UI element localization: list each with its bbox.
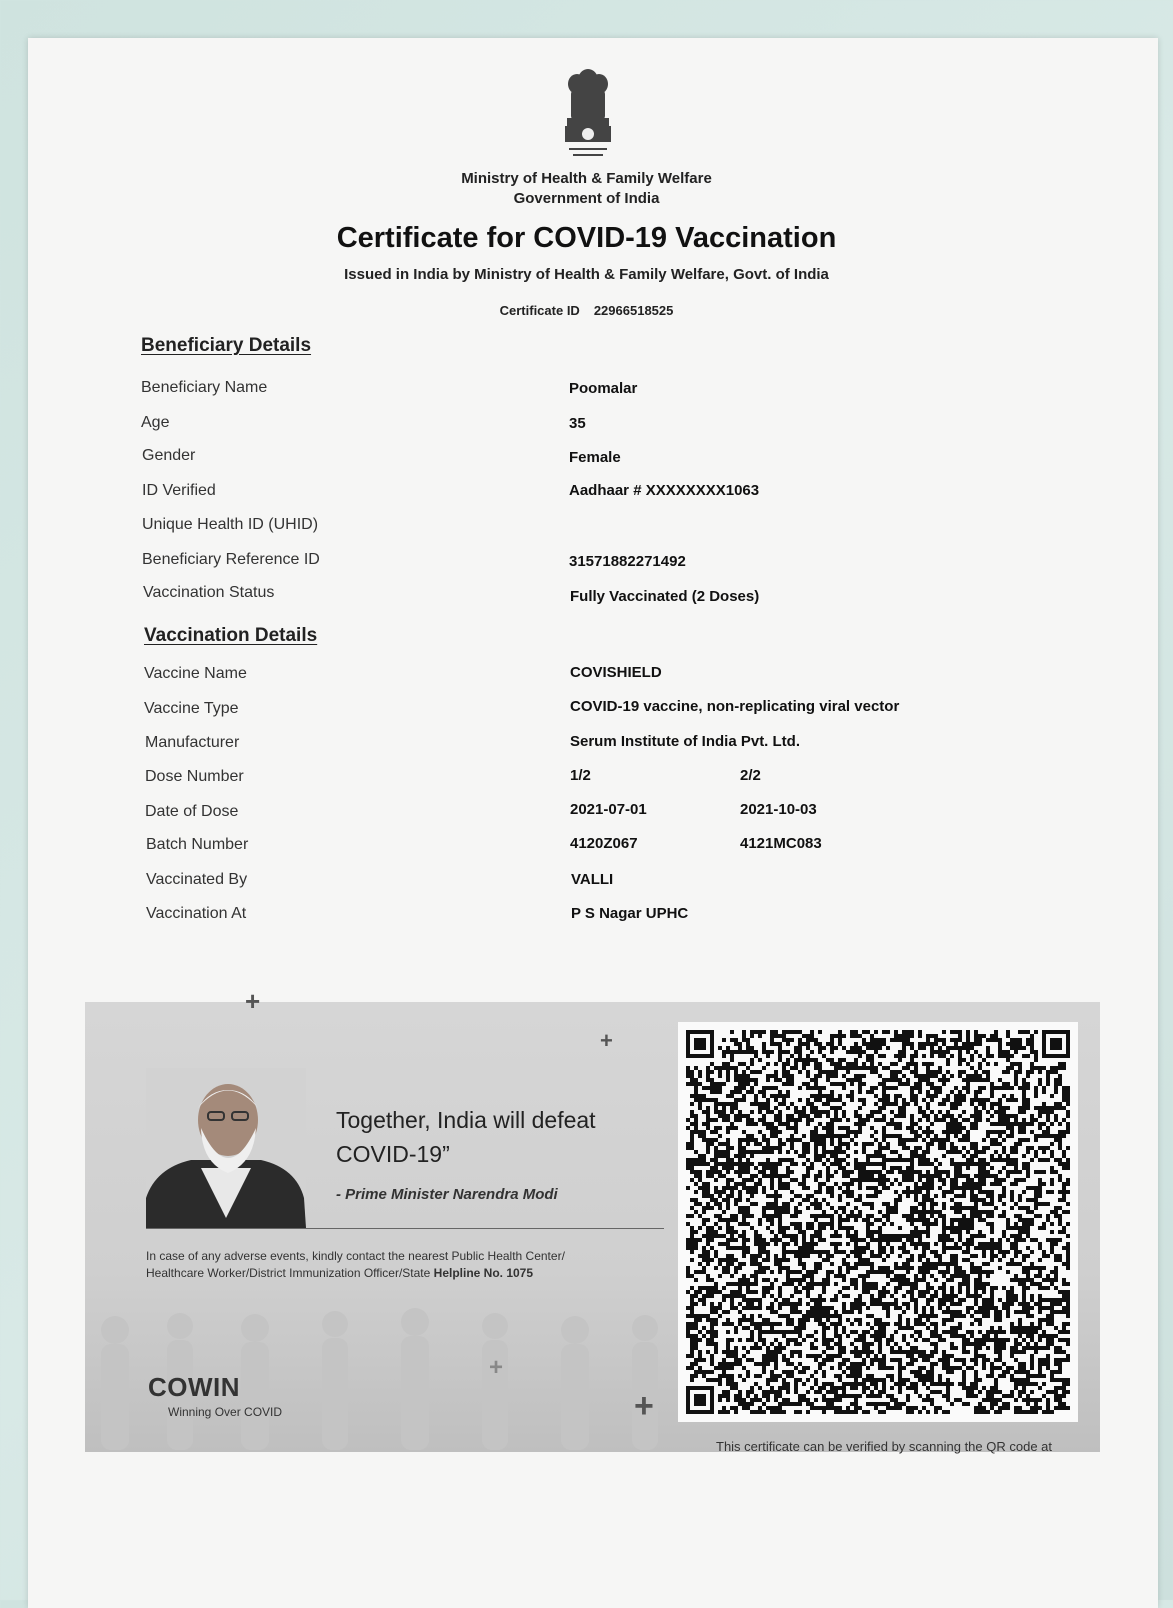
- date-of-dose-value-1: 2021-07-01: [570, 801, 647, 818]
- plus-icon: +: [600, 1028, 613, 1053]
- gender-value: Female: [569, 449, 621, 466]
- cowin-logo: COWIN: [148, 1372, 241, 1402]
- quote-line-2: COVID-19”: [336, 1141, 450, 1167]
- date-of-dose-label: Date of Dose: [145, 803, 239, 820]
- manufacturer-value: Serum Institute of India Pvt. Ltd.: [570, 733, 801, 750]
- adverse-events-note-line-1: In case of any adverse events, kindly contact the nearest Public Health Center/: [146, 1249, 565, 1263]
- certificate-id-value: 22966518525: [593, 303, 674, 318]
- government-name: Government of India: [513, 190, 660, 207]
- gender-label: Gender: [142, 447, 196, 464]
- plus-icon: +: [634, 1387, 654, 1425]
- certificate-title: Certificate for COVID-19 Vaccination: [336, 222, 837, 254]
- qr-code-image: [686, 1030, 1070, 1414]
- helpline-number: Helpline No. 1075: [433, 1266, 534, 1280]
- plus-icon: +: [489, 1354, 504, 1381]
- vaccine-type-label: Vaccine Type: [144, 700, 239, 717]
- date-of-dose-value-2: 2021-10-03: [740, 801, 817, 818]
- verify-note: This certificate can be verified by scanning the QR code at: [716, 1439, 1053, 1454]
- uhid-label: Unique Health ID (UHID): [142, 516, 319, 533]
- batch-number-value-1: 4120Z067: [570, 835, 638, 852]
- vaccine-type-value: COVID-19 vaccine, non-replicating viral vector: [570, 698, 900, 715]
- divider: [146, 1228, 664, 1229]
- vaccination-details-heading: Vaccination Details: [144, 625, 318, 646]
- certificate-subtitle: Issued in India by Ministry of Health & Family Welfare, Govt. of India: [344, 266, 829, 283]
- vaccine-name-label: Vaccine Name: [144, 665, 247, 682]
- quote-attribution: - Prime Minister Narendra Modi: [336, 1186, 558, 1203]
- beneficiary-name-label: Beneficiary Name: [141, 379, 268, 396]
- manufacturer-label: Manufacturer: [145, 734, 240, 751]
- vaccination-at-value: P S Nagar UPHC: [571, 905, 689, 922]
- quote-line-1: Together, India will defeat: [336, 1107, 596, 1133]
- vaccination-status-label: Vaccination Status: [143, 584, 275, 601]
- id-verified-label: ID Verified: [142, 482, 216, 499]
- vaccination-status-value: Fully Vaccinated (2 Doses): [570, 588, 760, 605]
- vaccinated-by-label: Vaccinated By: [146, 871, 248, 888]
- batch-number-value-2: 4121MC083: [740, 835, 822, 852]
- age-label: Age: [141, 414, 170, 431]
- vaccinated-by-value: VALLI: [571, 871, 614, 888]
- plus-icon: +: [245, 986, 261, 1016]
- qr-code: [678, 1022, 1078, 1422]
- age-value: 35: [569, 415, 586, 432]
- adverse-events-note-line-2: [146, 1266, 533, 1280]
- dose-number-value-2: 2/2: [740, 767, 761, 784]
- vaccine-name-value: COVISHIELD: [570, 664, 662, 681]
- reference-id-label: Beneficiary Reference ID: [142, 551, 320, 568]
- id-verified-value: Aadhaar # XXXXXXXX1063: [569, 482, 760, 499]
- reference-id-value: 31571882271492: [569, 553, 686, 570]
- certificate-id: [0, 303, 1173, 318]
- dose-number-value-1: 1/2: [570, 767, 591, 784]
- beneficiary-name-value: Poomalar: [569, 380, 638, 397]
- beneficiary-details-heading: Beneficiary Details: [141, 335, 312, 356]
- ministry-name: Ministry of Health & Family Welfare: [461, 170, 712, 187]
- note-text: Healthcare Worker/District Immunization Officer/State: [146, 1266, 434, 1280]
- certificate-id-label: Certificate ID: [499, 303, 580, 318]
- dose-number-label: Dose Number: [145, 768, 244, 785]
- vaccination-at-label: Vaccination At: [146, 905, 247, 922]
- batch-number-label: Batch Number: [146, 836, 249, 853]
- cowin-tagline: Winning Over COVID: [168, 1405, 283, 1419]
- state-emblem-icon: [555, 66, 621, 164]
- portrait-photo: [146, 1068, 306, 1228]
